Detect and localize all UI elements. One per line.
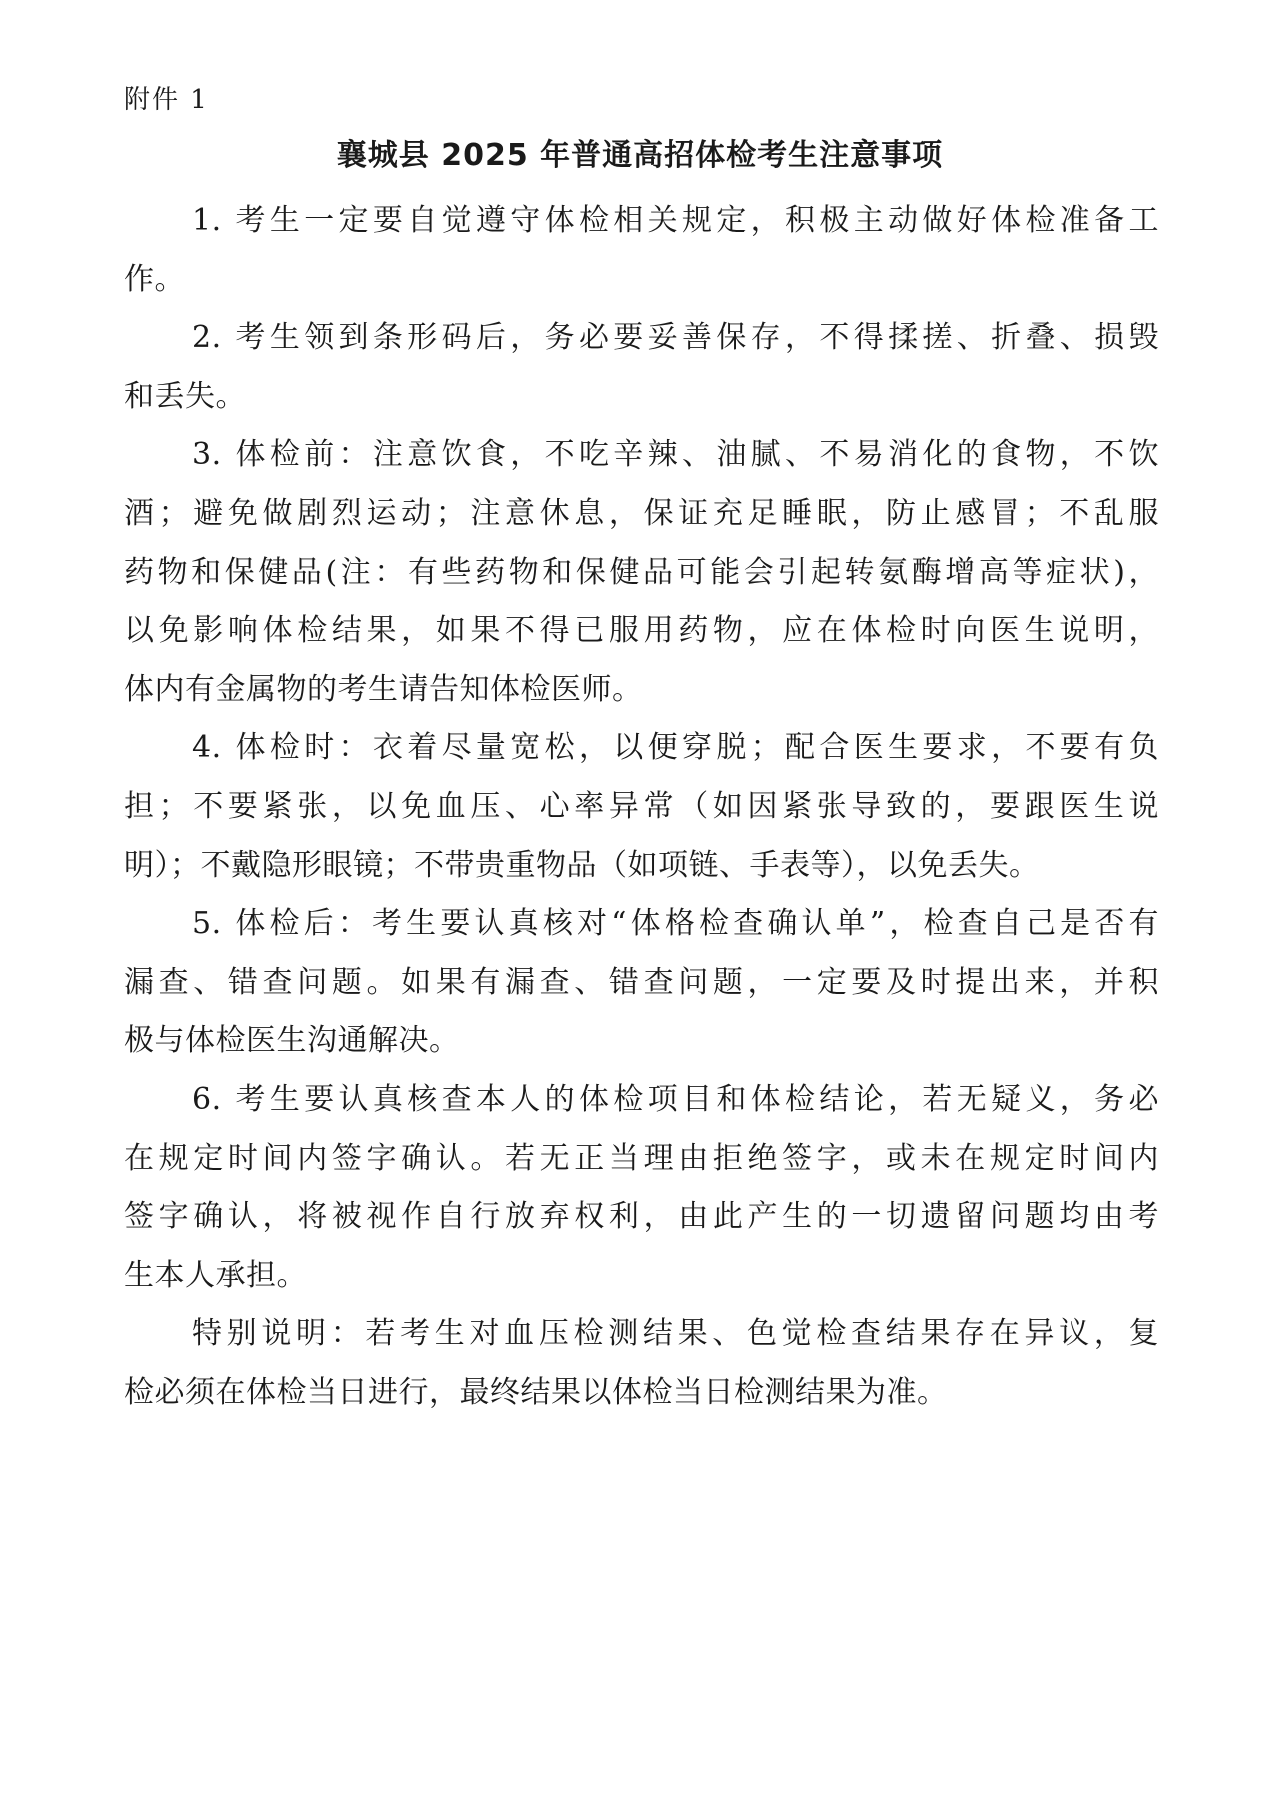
paragraph-line: 6. 考生要认真核查本人的体检项目和体检结论，若无疑义，务必: [192, 1081, 1159, 1117]
paragraph-line: 以免影响体检结果，如果不得已服用药物，应在体检时向医生说明，: [124, 613, 1159, 649]
paragraph-5: [124, 895, 1159, 1071]
paragraph-line: 3. 体检前：注意饮食，不吃辛辣、油腻、不易消化的食物，不饮: [192, 437, 1159, 473]
paragraph-line: 1. 考生一定要自觉遵守体检相关规定，积极主动做好体检准备工: [192, 203, 1159, 238]
paragraph-line: 检必须在体检当日进行，最终结果以体检当日检测结果为准。: [124, 1374, 948, 1410]
paragraph-line: 4. 体检时：衣着尽量宽松，以便穿脱；配合医生要求，不要有负: [192, 730, 1159, 766]
paragraph-line: 明）；不戴隐形眼镜；不带贵重物品（如项链、手表等），以免丢失。: [124, 847, 1040, 883]
paragraph-line: 签字确认，将被视作自行放弃权利，由此产生的一切遗留问题均由考: [124, 1199, 1159, 1235]
paragraph-1: [124, 192, 1159, 309]
paragraph-line: 特别说明：若考生对血压检测结果、色觉检查结果存在异议，复: [192, 1316, 1159, 1352]
paragraph-line: 2. 考生领到条形码后，务必要妥善保存，不得揉搓、折叠、损毁: [192, 320, 1159, 356]
paragraph-6: [124, 1071, 1159, 1305]
paragraph-3: [124, 426, 1159, 719]
paragraph-line: 在规定时间内签字确认。若无正当理由拒绝签字，或未在规定时间内: [124, 1140, 1159, 1176]
paragraph-line: 5. 体检后：考生要认真核对“体格检查确认单”，检查自己是否有: [192, 906, 1159, 942]
attachment-label: 附件 1: [124, 85, 209, 115]
paragraph-line: 体内有金属物的考生请告知体检医师。: [124, 671, 643, 707]
paragraph-4: [124, 719, 1159, 895]
paragraph-line: 漏查、错查问题。如果有漏查、错查问题，一定要及时提出来，并积: [124, 964, 1159, 1000]
paragraph-line: 担；不要紧张，以免血压、心率异常（如因紧张导致的，要跟医生说: [124, 788, 1159, 824]
document-body: [124, 192, 1159, 1422]
paragraph-2: [124, 309, 1159, 426]
paragraph-line: 酒；避免做剧烈运动；注意休息，保证充足睡眠，防止感冒；不乱服: [124, 495, 1159, 531]
paragraph-line: 生本人承担。: [124, 1257, 307, 1293]
paragraph-line: 作。: [124, 261, 185, 297]
page-title: 襄城县 2025 年普通高招体检考生注意事项: [336, 138, 944, 173]
paragraph-line: 药物和保健品(注：有些药物和保健品可能会引起转氨酶增高等症状)，: [124, 554, 1159, 590]
special-note: [124, 1305, 1159, 1422]
paragraph-line: 和丢失。: [124, 378, 246, 414]
paragraph-line: 极与体检医生沟通解决。: [124, 1023, 460, 1059]
